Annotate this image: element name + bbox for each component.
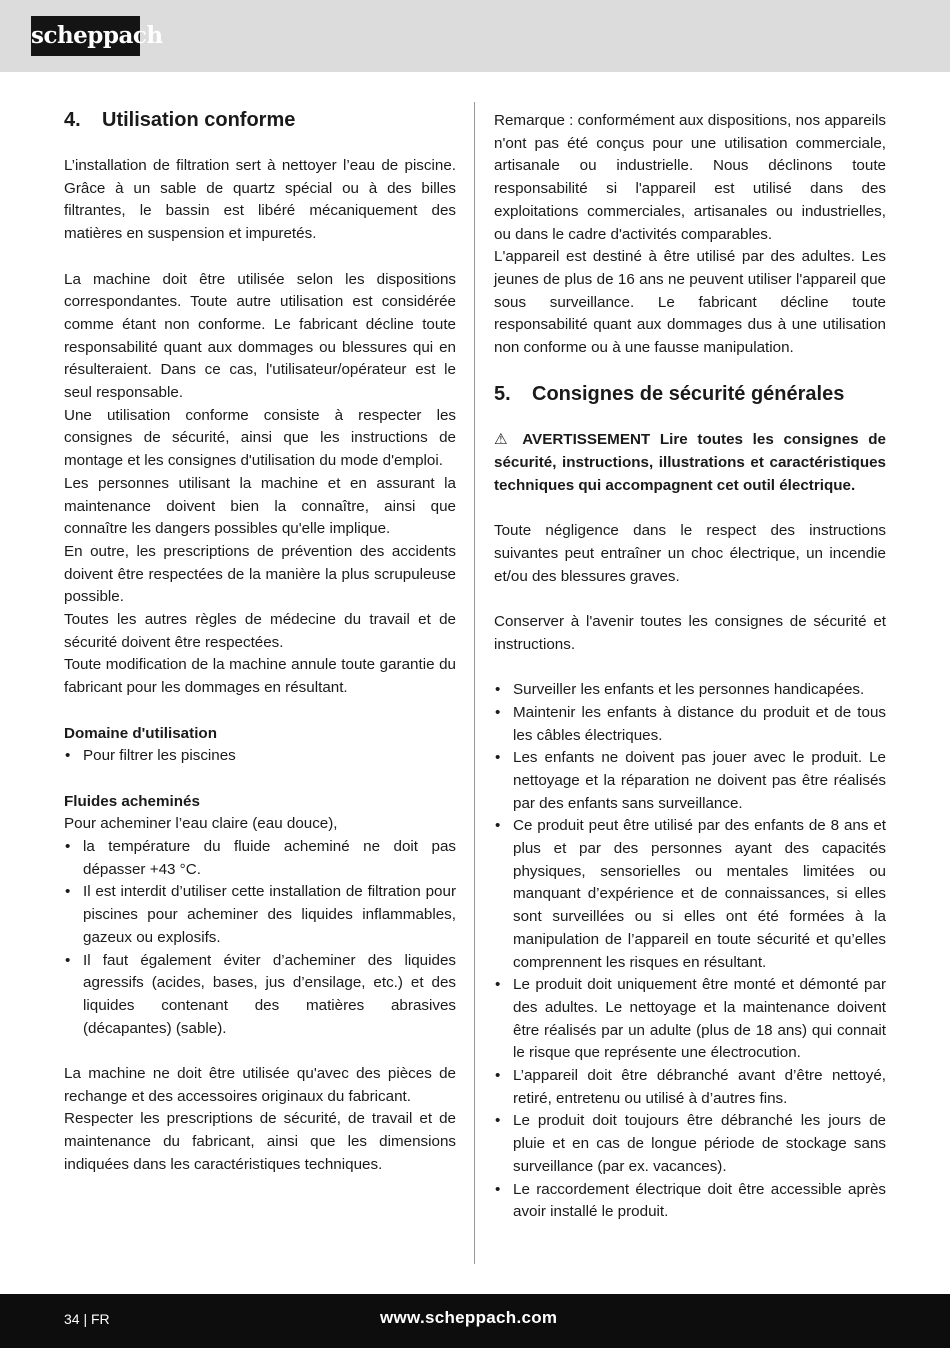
section-4-title: Utilisation conforme <box>102 109 296 131</box>
section-4-number: 4. <box>64 109 81 131</box>
warning-triangle-icon: ⚠ <box>494 431 514 449</box>
list-item: • Maintenir les enfants à distance du produit et de tous les câbles électriques. <box>494 702 886 747</box>
list-item: • L’appareil doit être débranché avant d’être nettoyé, retiré, entretenu ou utilisé à d’autres fins. <box>494 1065 886 1110</box>
paragraph: Toutes les autres règles de médecine du travail et de sécurité doivent être respectées. <box>64 611 456 651</box>
paragraph: La machine doit être utilisée selon les dispositions correspondantes. Toute autre utilisation est considérée comme étant non conforme. Le fabricant décline toute responsabilité quant aux dommages ou blessures qui en résulteraient. Dans ce cas, l'utilisateur/opérateur est le seul responsable. <box>64 270 456 402</box>
footer-bar <box>0 1294 950 1348</box>
section-4-heading <box>64 108 456 132</box>
list-item: • Le produit doit toujours être débranché les jours de pluie et en cas de longue période de stockage sans surveillance (par ex. vacances). <box>494 1110 886 1178</box>
paragraph: Respecter les prescriptions de sécurité, de travail et de maintenance du fabricant, ainsi que les dimensions indiquées dans les caractéristiques techniques. <box>64 1110 456 1173</box>
domain-heading: Domaine d'utilisation <box>64 724 217 742</box>
paragraph: Remarque : conformément aux dispositions, nos appareils n'ont pas été conçus pour une utilisation commerciale, artisanale ou industrielle. Nous déclinons toute responsabilité si l'appareil est utilisé dans des exploitations commerciales, artisanales ou industrielles, ou dans le cadre d'activités comparables. <box>494 112 886 243</box>
fluids-heading: Fluides acheminés <box>64 792 200 810</box>
section-5-heading <box>494 382 886 406</box>
warning-text: AVERTISSEMENT Lire toutes les consignes de sécurité, instructions, illustrations et caractéristiques techniques qui accompagnent cet outil électrique. <box>494 431 886 494</box>
paragraph: Toute négligence dans le respect des instructions suivantes peut entraîner un choc électrique, un incendie et/ou des blessures graves. <box>494 522 886 585</box>
list-item: • Pour filtrer les piscines <box>64 745 456 768</box>
list-item: • Il faut également éviter d’acheminer des liquides agressifs (acides, bases, jus d’ensilage, etc.) et des liquides contenant des matières abrasives (décapantes) (sable). <box>64 950 456 1041</box>
website-link[interactable]: www.scheppach.com <box>380 1308 558 1327</box>
list-item: • Le produit doit uniquement être monté et démonté par des adultes. Le nettoyage et la maintenance doivent être réalisés par un adulte (plus de 18 ans) qui connait le risque que représente une électrocution. <box>494 974 886 1065</box>
list-item: • Ce produit peut être utilisé par des enfants de 8 ans et plus et par des personnes ayant des capacités physiques, sensorielles ou mentales limitées ou manquant d’expérience et de connaissances, si elles sont surveillées ou si elles ont été formées à la manipulation de l’appareil en toute sécurité et qu’elles comprennent les risques en résultant. <box>494 815 886 974</box>
list-item: • Le raccordement électrique doit être accessible après avoir installé le produit. <box>494 1179 886 1224</box>
list-item: • la température du fluide acheminé ne doit pas dépasser +43 °C. <box>64 836 456 881</box>
list-item: • Les enfants ne doivent pas jouer avec le produit. Le nettoyage et la réparation ne doivent pas être réalisés par des enfants sans surveillance. <box>494 747 886 815</box>
page-number: 34 | FR <box>64 1311 110 1327</box>
paragraph: L'appareil est destiné à être utilisé par des adultes. Les jeunes de plus de 16 ans ne peuvent utiliser l'appareil que sous surveillance. Le fabricant décline toute responsabilité quant aux dommages dus à une utilisation non conforme ou à une fausse manipulation. <box>494 248 886 357</box>
right-column <box>494 110 886 1224</box>
scheppach-logo: scheppach <box>31 16 140 56</box>
paragraph: Les personnes utilisant la machine et en assurant la maintenance doivent bien la connaître, ainsi que connaître les dangers possibles qu'elle implique. <box>64 474 456 538</box>
paragraph: Une utilisation conforme consiste à respecter les consignes de sécurité, ainsi que les instructions de montage et les consignes d'utilisation du mode d'emploi. <box>64 406 456 470</box>
paragraph: En outre, les prescriptions de prévention des accidents doivent être respectées de la manière la plus scrupuleuse possible. <box>64 542 456 606</box>
paragraph: L’installation de filtration sert à nettoyer l’eau de piscine. Grâce à un sable de quartz spécial ou à des billes filtrantes, le bassin est libéré mécaniquement des matières en suspension et impuretés. <box>64 157 456 243</box>
safety-list <box>494 679 886 1224</box>
list-item: • Il est interdit d’utiliser cette installation de filtration pour piscines pour acheminer des liquides inflammables, gazeux ou explosifs. <box>64 881 456 949</box>
fluids-intro: Pour acheminer l’eau claire (eau douce), <box>64 815 338 833</box>
section-5-title: Consignes de sécurité générales <box>532 383 845 406</box>
paragraph: La machine ne doit être utilisée qu'avec des pièces de rechange et des accessoires originaux du fabricant. <box>64 1065 456 1105</box>
domain-list <box>64 745 456 768</box>
left-column <box>64 108 456 1177</box>
list-item: • Surveiller les enfants et les personnes handicapées. <box>494 679 886 702</box>
paragraph: Conserver à l'avenir toutes les consignes de sécurité et instructions. <box>494 613 886 653</box>
paragraph: Toute modification de la machine annule toute garantie du fabricant pour les dommages en résultant. <box>64 656 456 697</box>
column-divider <box>474 102 475 1264</box>
section-5-number: 5. <box>494 383 511 406</box>
warning-block <box>494 429 886 497</box>
header-bar <box>0 0 950 72</box>
fluids-list <box>64 836 456 1040</box>
